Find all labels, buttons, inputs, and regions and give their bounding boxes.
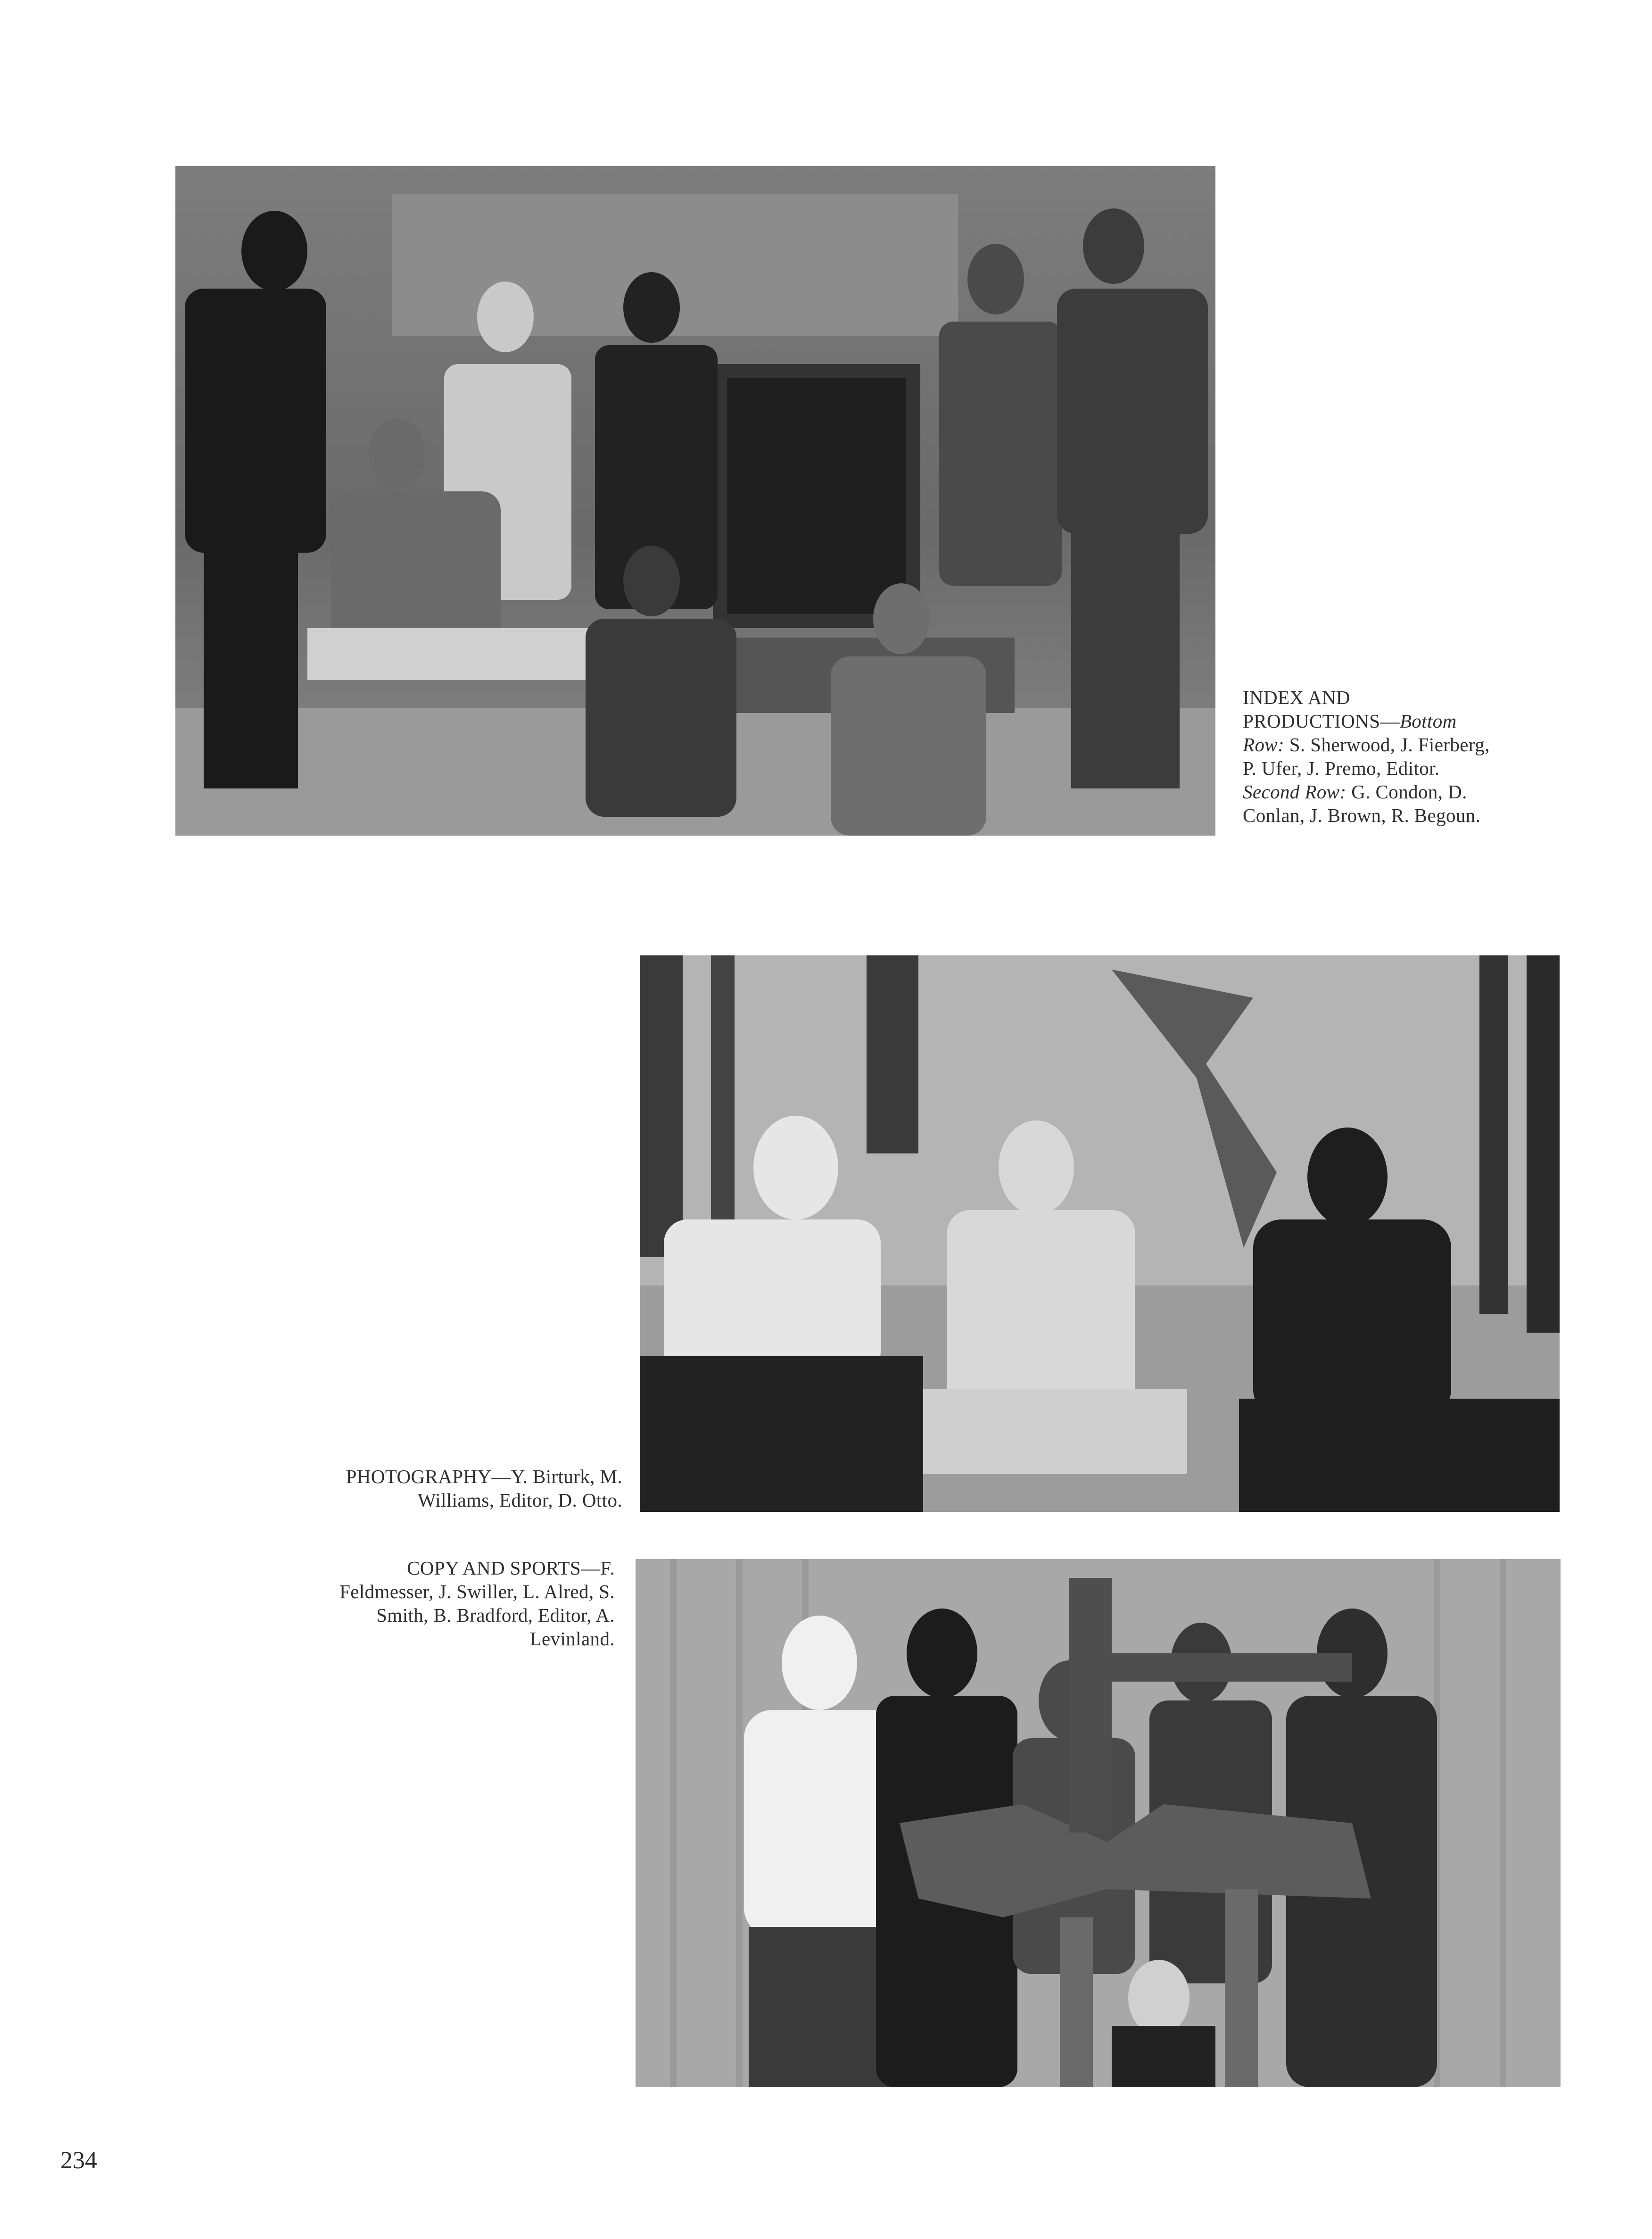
caption-line: INDEX AND (1243, 687, 1350, 708)
photo-photography (640, 955, 1560, 1512)
caption-line: Smith, B. Bradford, Editor, A. (376, 1604, 615, 1626)
caption-text-italic: Row: (1243, 734, 1285, 755)
caption-photography (264, 1465, 622, 1512)
caption-line: Levinland. (529, 1628, 615, 1650)
photo-copy-and-sports (636, 1559, 1561, 2087)
caption-text-italic: Bottom (1399, 710, 1457, 732)
photo-index-and-productions (175, 166, 1215, 836)
caption-line (1243, 709, 1490, 733)
caption-text: PRODUCTIONS— (1243, 710, 1400, 732)
photo-copy-image (636, 1559, 1561, 2087)
caption-line (1243, 780, 1490, 804)
caption-copy-and-sports (264, 1556, 615, 1650)
caption-line (1243, 733, 1490, 756)
caption-text: G. Condon, D. (1346, 781, 1467, 803)
caption-line: Feldmesser, J. Swiller, L. Alred, S. (339, 1581, 615, 1602)
caption-index-and-productions (1243, 686, 1490, 827)
photo-index-image (175, 166, 1215, 836)
caption-text-italic: Second Row: (1243, 781, 1346, 803)
caption-line: Williams, Editor, D. Otto. (417, 1489, 622, 1511)
caption-line: PHOTOGRAPHY—Y. Birturk, M. (346, 1466, 622, 1487)
page-number: 234 (60, 2147, 97, 2174)
caption-line: Conlan, J. Brown, R. Begoun. (1243, 804, 1481, 826)
caption-text: S. Sherwood, J. Fierberg, (1284, 734, 1490, 755)
caption-line: COPY AND SPORTS—F. (407, 1557, 615, 1579)
caption-line: P. Ufer, J. Premo, Editor. (1243, 757, 1440, 779)
photo-photography-image (640, 955, 1560, 1512)
